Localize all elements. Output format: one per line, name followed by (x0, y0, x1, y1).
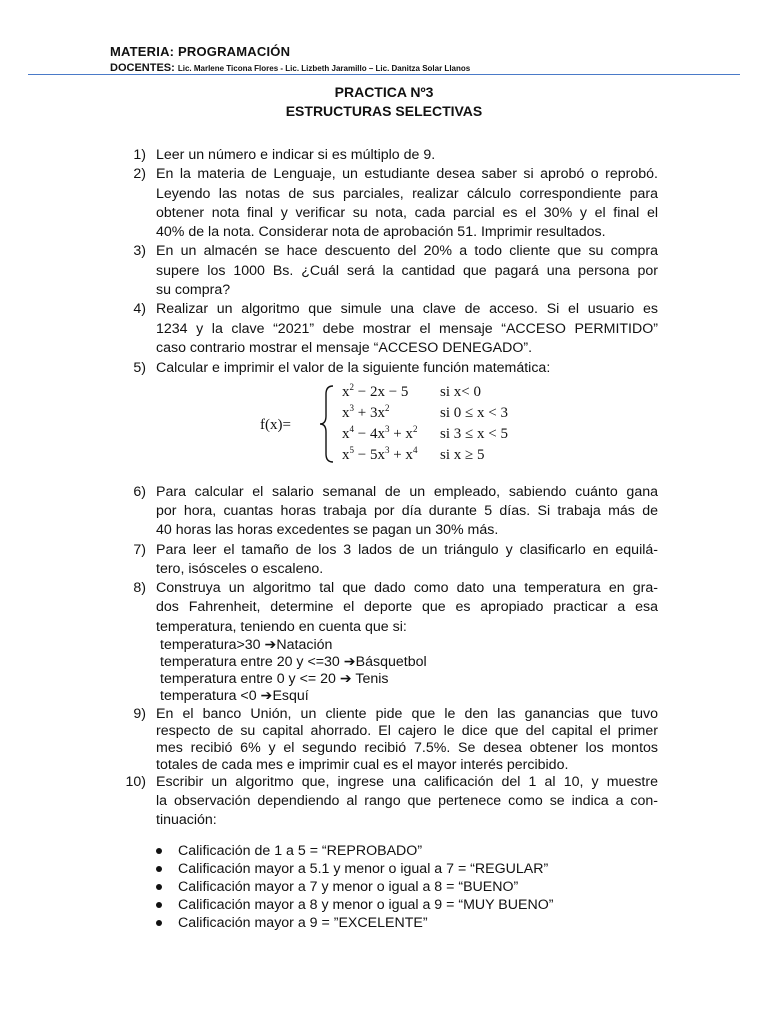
item-6-line-3: 40 horas las horas excedentes se pagan un 30% más. (156, 522, 499, 538)
item-5-line-1: Calcular e imprimir el valor de la siguiente función matemática: (156, 360, 551, 376)
function-row-2: $x^3 + 3x^2$ (342, 403, 390, 421)
item-2-line-4: 40% de la nota. Considerar nota de aprobación 51. Imprimir resultados. (156, 224, 606, 240)
header-subject: MATERIA: PROGRAMACIÓN (110, 44, 291, 59)
item-number: 5) (133, 360, 146, 376)
item-9-line-2: respecto de su capital ahorrado. El cajero le dice que del capital el primer (156, 723, 658, 739)
item-number: 4) (133, 301, 146, 317)
function-row-4: $x^5 - 5x^3 + x^4$ (342, 445, 418, 463)
temperature-rule: temperatura>30 ➔Natación (160, 637, 333, 653)
item-3-line-1: En un almacén se hace descuento del 20% a todo cliente que su compra (156, 243, 658, 259)
function-cond-3: si 3 ≤ x < 5 (440, 426, 508, 442)
left-brace-icon (317, 384, 335, 464)
item-number: 8) (133, 580, 146, 596)
function-cond-2: si 0 ≤ x < 3 (440, 405, 508, 421)
grade-item: Calificación mayor a 7 y menor o igual a 8 = “BUENO” (178, 879, 519, 895)
function-row-1: $x^2 - 2x - 5$ (342, 382, 409, 400)
item-7-line-1: Para leer el tamaño de los 3 lados de un triángulo y clasificarlo en equilá- (156, 542, 658, 558)
item-2-line-3: obtener nota final y verificar su nota, cada parcial es el 30% y el final el (156, 205, 658, 221)
item-number: 7) (133, 542, 146, 558)
item-number: 3) (133, 243, 146, 259)
item-3-line-2: supere los 1000 Bs. ¿Cuál será la cantidad que pagará una persona por (156, 263, 658, 279)
item-7-line-2: tero, isósceles o escaleno. (156, 561, 324, 577)
item-2-line-2: Leyendo las notas de sus parciales, realizar cálculo correspondiente para (156, 186, 658, 202)
temperature-rule: temperatura <0 ➔Esquí (160, 688, 309, 704)
item-8-line-1: Construya un algoritmo tal que dado como dato una temperatura en gra- (156, 580, 658, 596)
item-9-line-4: totales de cada mes e imprimir cual es el mayor interés percibido. (156, 757, 569, 773)
item-4-line-1: Realizar un algoritmo que simule una clave de acceso. Si el usuario es (156, 301, 658, 317)
item-2-line-1: En la materia de Lenguaje, un estudiante desea saber si aprobó o reprobó. (156, 166, 658, 182)
bullet-icon (156, 884, 162, 890)
item-8-line-3: temperatura, teniendo en cuenta que si: (156, 619, 407, 635)
item-3-line-3: su compra? (156, 282, 231, 298)
item-1-line-1: Leer un número e indicar si es múltiplo de 9. (156, 147, 436, 163)
item-9-line-1: En el banco Unión, un cliente pide que le den las ganancias que tuvo (156, 706, 658, 722)
grade-item: Calificación mayor a 8 y menor o igual a 9 = “MUY BUENO” (178, 897, 554, 913)
bullet-icon (156, 902, 162, 908)
bullet-icon (156, 866, 162, 872)
grade-item: Calificación mayor a 9 = ”EXCELENTE” (178, 915, 428, 931)
page-title: PRACTICA Nº3 (334, 84, 434, 100)
item-9-line-3: mes recibió 6% y el segundo recibió 7.5%. Se desea obtener los montos (156, 740, 658, 756)
function-cond-4: si x ≥ 5 (440, 447, 485, 463)
temperature-rule: temperatura entre 20 y <=30 ➔Básquetbol (160, 654, 427, 670)
header-divider (28, 74, 740, 75)
temperature-rule: temperatura entre 0 y <= 20 ➔ Tenis (160, 671, 389, 687)
grade-item: Calificación de 1 a 5 = “REPROBADO” (178, 843, 423, 859)
item-8-line-2: dos Fahrenheit, determine el deporte que es apropiado practicar a esa (156, 599, 658, 615)
item-number: 1) (133, 147, 146, 163)
item-6-line-2: por hora, cuantas horas trabaja por día durante 5 días. Si trabaja más de (156, 503, 658, 519)
teachers-names: Lic. Marlene Ticona Flores - Lic. Lizbeth Jaramillo – Lic. Danitza Solar Llanos (177, 64, 471, 73)
item-number: 2) (133, 166, 146, 182)
item-number: 9) (133, 706, 146, 722)
item-10-line-3: tinuación: (156, 812, 217, 828)
item-4-line-3: caso contrario mostrar el mensaje “ACCESO DENEGADO”. (156, 340, 533, 356)
grade-item: Calificación mayor a 5.1 y menor o igual a 7 = “REGULAR” (178, 861, 549, 877)
header-teachers (110, 62, 470, 74)
item-number: 10) (125, 774, 146, 790)
page-subtitle: ESTRUCTURAS SELECTIVAS (285, 103, 483, 119)
item-4-line-2: 1234 y la clave “2021” debe mostrar el mensaje “ACCESO PERMITIDO” (156, 321, 658, 337)
item-6-line-1: Para calcular el salario semanal de un empleado, sabiendo cuánto gana (156, 484, 658, 500)
function-label: f(x)= (260, 417, 291, 433)
bullet-icon (156, 920, 162, 926)
item-10-line-1: Escribir un algoritmo que, ingrese una calificación del 1 al 10, y muestre (156, 774, 658, 790)
piecewise-function (255, 384, 515, 464)
teachers-label: DOCENTES: (110, 62, 175, 74)
bullet-icon (156, 848, 162, 854)
function-row-3: $x^4 - 4x^3 + x^2$ (342, 424, 418, 442)
function-cond-1: si x< 0 (440, 384, 481, 400)
item-number: 6) (133, 484, 146, 500)
item-10-line-2: la observación dependiendo al rango que pertenece como se indica a con- (156, 793, 658, 809)
